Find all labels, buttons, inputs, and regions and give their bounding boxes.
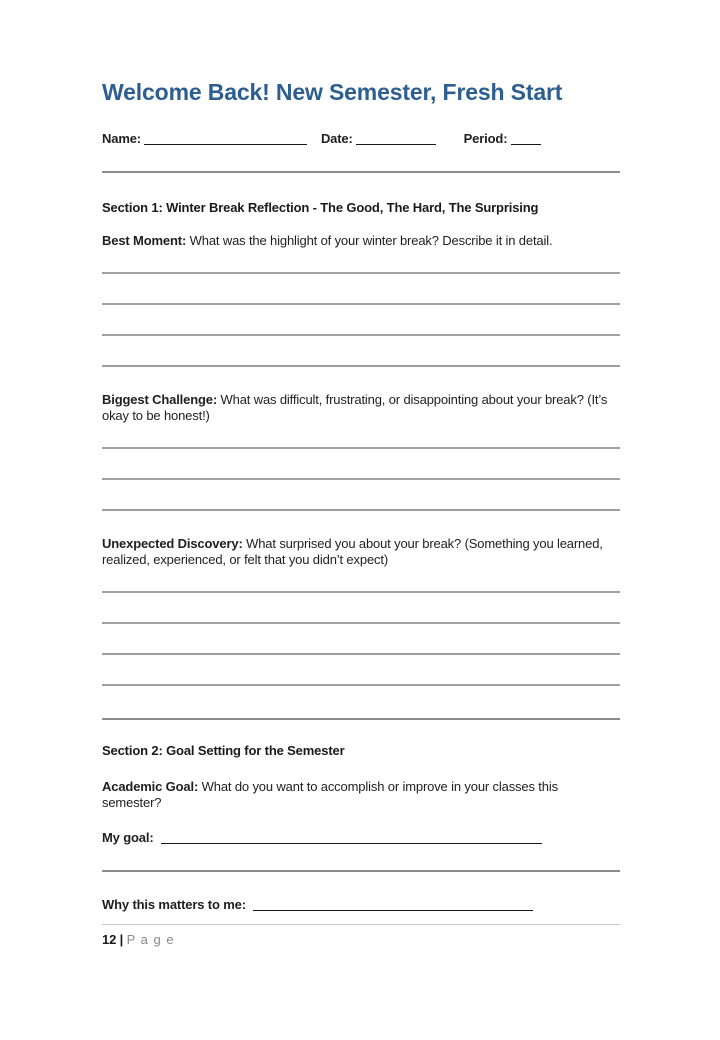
page-title: Welcome Back! New Semester, Fresh Start: [102, 79, 563, 105]
academic-goal-prompt: [102, 779, 620, 811]
unexpected-discovery-prompt: [102, 536, 620, 568]
biggest-challenge-prompt: [102, 392, 620, 424]
answer-line[interactable]: [102, 424, 620, 449]
answer-line[interactable]: [102, 568, 620, 593]
biggest-challenge-label: Biggest Challenge:: [102, 392, 218, 407]
date-label: Date:: [320, 131, 353, 146]
period-field[interactable]: [511, 133, 541, 145]
footer-page-word: P a g e: [126, 932, 175, 947]
date-field[interactable]: [356, 133, 436, 145]
biggest-challenge-answer-area: [102, 424, 620, 511]
answer-line[interactable]: [102, 249, 620, 274]
my-goal-row: [102, 830, 620, 846]
answer-line[interactable]: [102, 336, 620, 367]
my-goal-label: My goal:: [102, 830, 154, 845]
answer-line[interactable]: [102, 655, 620, 686]
unexpected-discovery-text: What surprised you about your break? (Something you learned, realized, experienced, or felt that you didn’t expect): [102, 536, 603, 567]
why-matters-label: Why this matters to me:: [102, 897, 246, 912]
academic-goal-label: Academic Goal:: [102, 779, 199, 794]
answer-line[interactable]: [102, 624, 620, 655]
section1-heading: Section 1: Winter Break Reflection - The Good, The Hard, The Surprising: [102, 200, 539, 215]
name-field[interactable]: [144, 133, 307, 145]
why-matters-field[interactable]: [253, 899, 533, 911]
best-moment-label: Best Moment:: [102, 233, 187, 248]
my-goal-field[interactable]: [161, 832, 542, 844]
best-moment-text: What was the highlight of your winter break? Describe it in detail.: [189, 233, 553, 248]
footer-pipe: |: [119, 932, 124, 947]
period-label: Period:: [463, 131, 508, 146]
answer-line[interactable]: [102, 305, 620, 336]
footer-divider: [102, 924, 620, 925]
section2-heading: Section 2: Goal Setting for the Semester: [102, 743, 345, 758]
best-moment-answer-area: [102, 249, 620, 367]
answer-line[interactable]: [102, 449, 620, 480]
unexpected-discovery-label: Unexpected Discovery:: [102, 536, 243, 551]
worksheet-page: [102, 0, 620, 948]
best-moment-prompt: [102, 233, 620, 249]
answer-line[interactable]: [102, 274, 620, 305]
answer-line[interactable]: [102, 593, 620, 624]
page-footer: [102, 932, 620, 948]
biggest-challenge-text: What was difficult, frustrating, or disappointing about your break? (It’s okay to be honest!): [102, 392, 608, 423]
name-label: Name:: [102, 131, 141, 146]
unexpected-discovery-answer-area: [102, 568, 620, 686]
section-divider: [102, 718, 620, 720]
academic-goal-text: What do you want to accomplish or improve in your classes this semester?: [102, 779, 558, 810]
why-matters-row: [102, 897, 620, 913]
section-divider: [102, 870, 620, 872]
section-divider: [102, 171, 620, 173]
answer-line[interactable]: [102, 480, 620, 511]
header-fill-in-row: [102, 131, 620, 147]
page-number: 12: [102, 932, 117, 947]
